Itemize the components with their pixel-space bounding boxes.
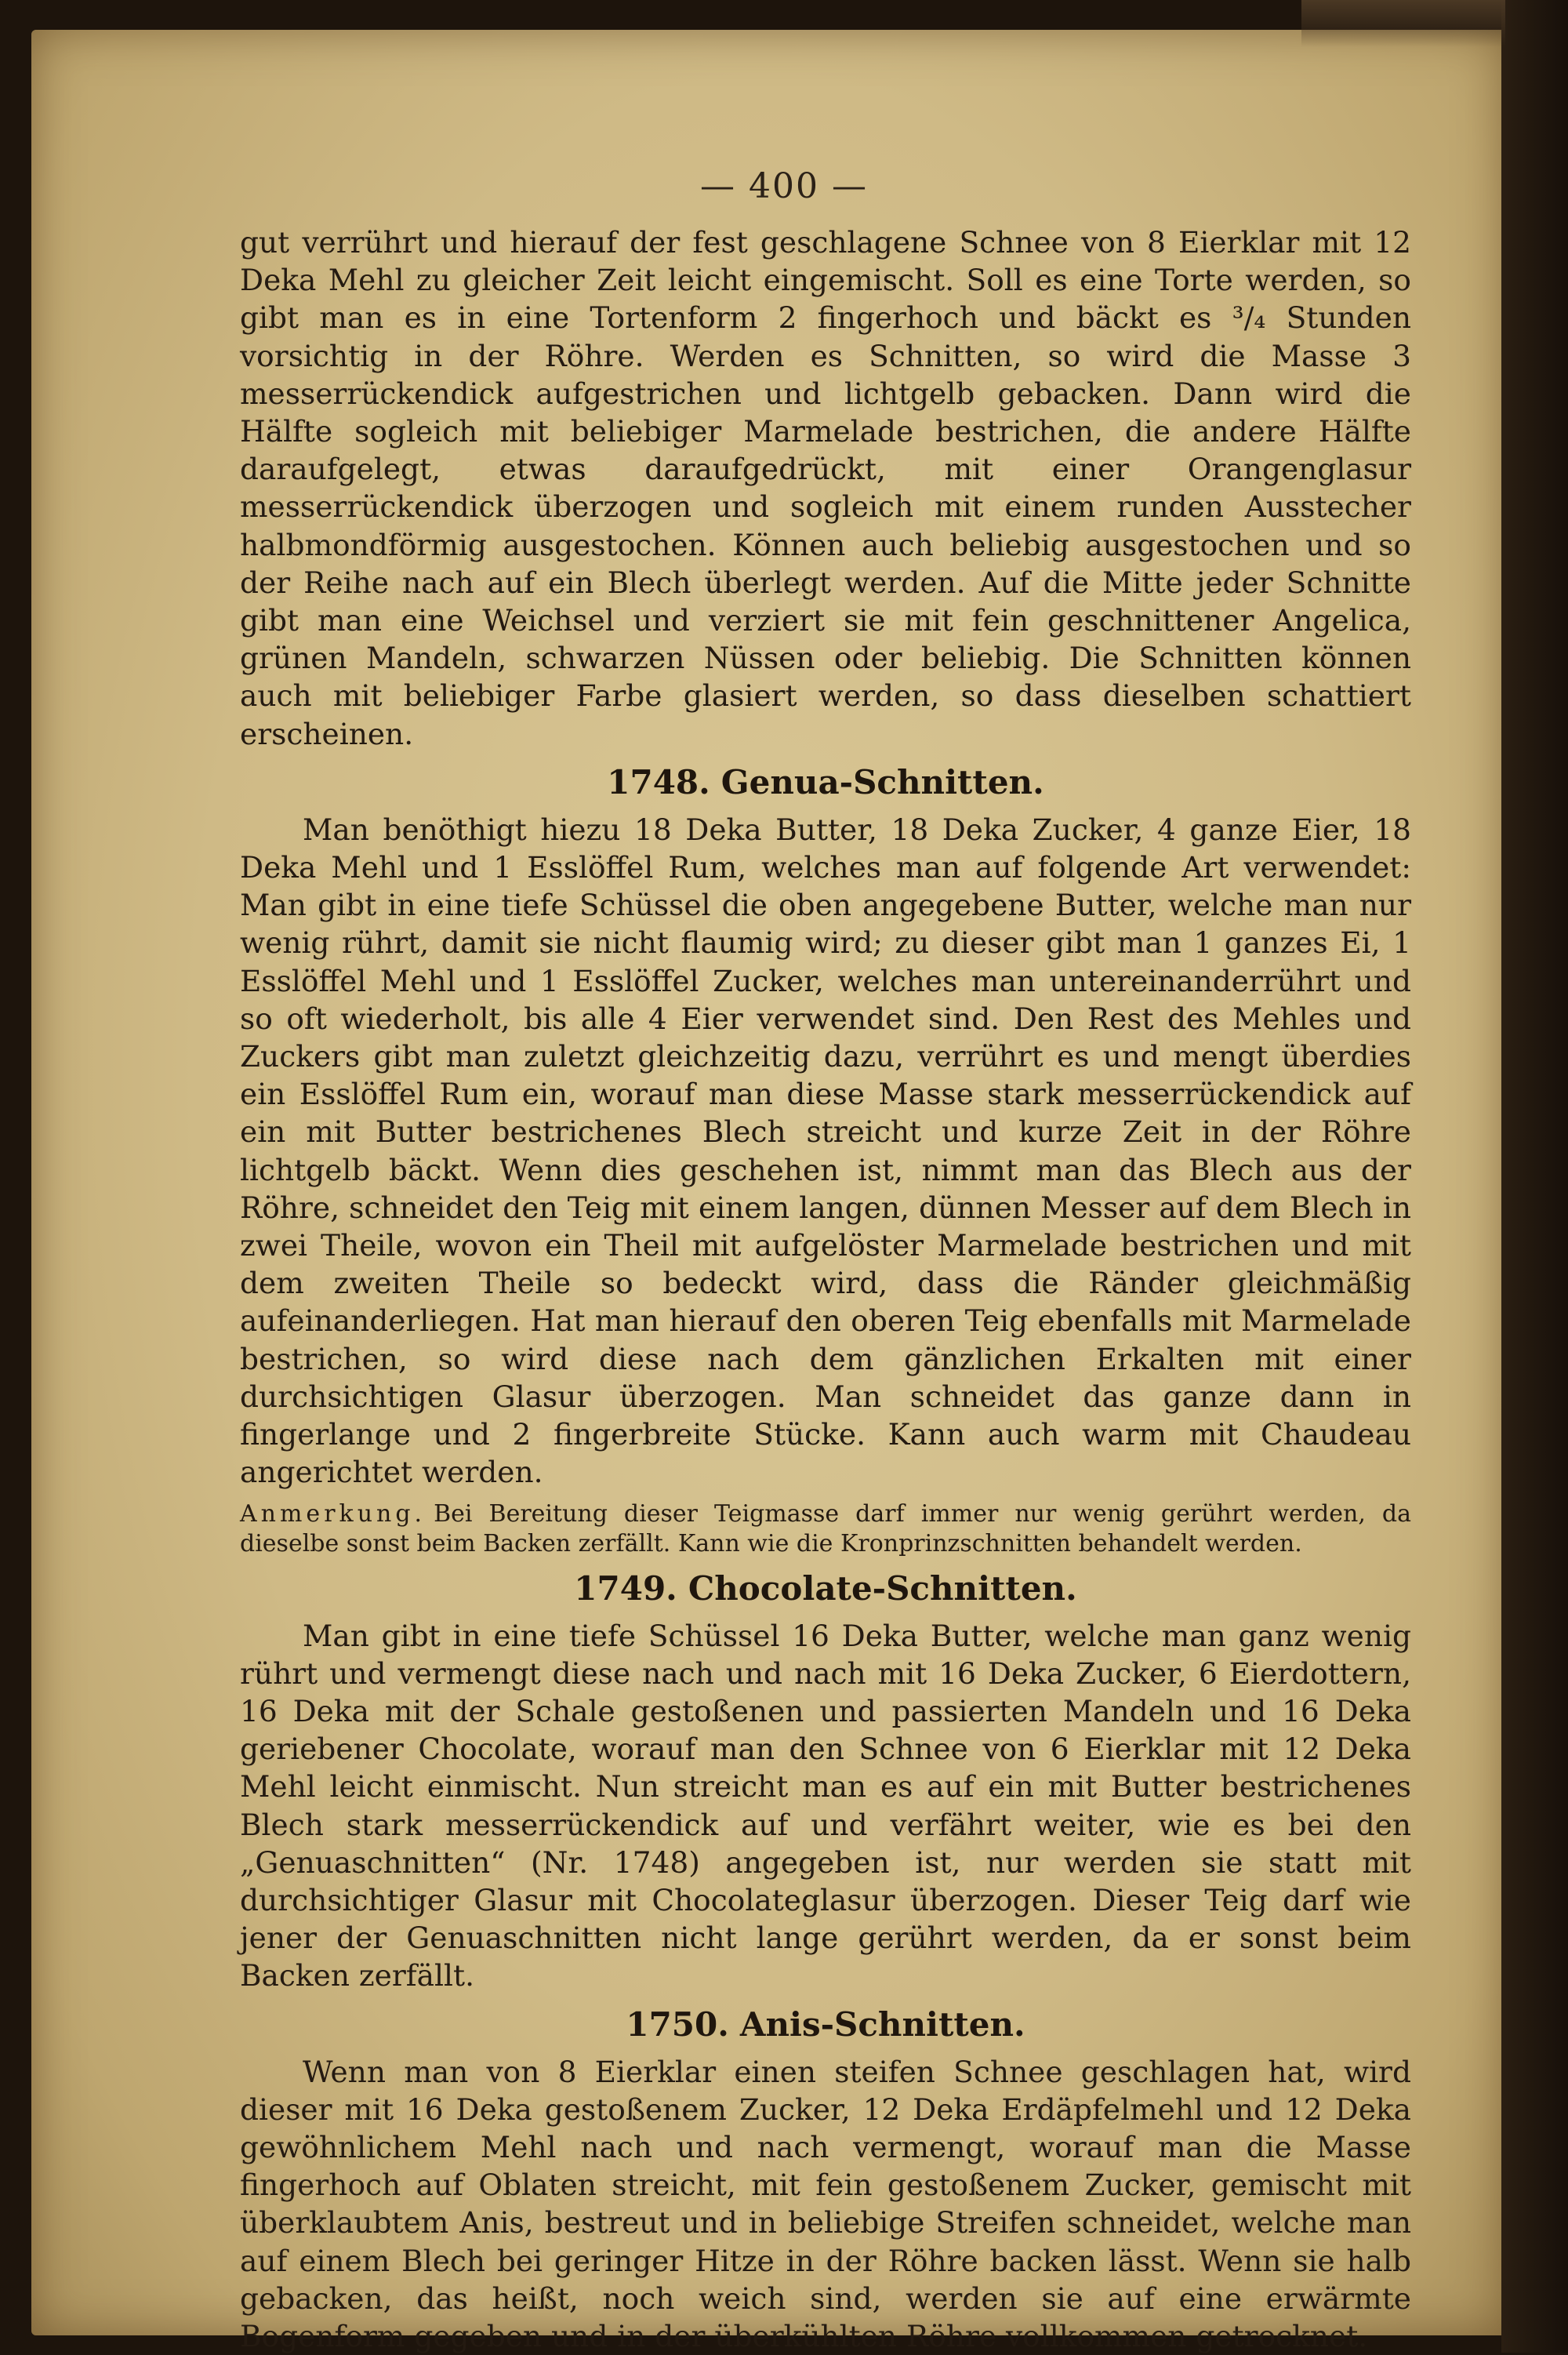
- page-text: [240, 224, 1411, 2355]
- recipe-body-1750: Wenn man von 8 Eierklar einen steifen Schnee geschlagen hat, wird dieser mit 16 Deka gestoßenem Zucker, 12 Deka Erdäpfelmehl und 12 Deka gewöhnlichem Mehl nach und nach vermengt, worauf man die Masse fingerhoch auf Oblaten streicht, mit fein gestoßenem Zucker, gemischt mit überklaubtem Anis, bestreut und in beliebige Streifen schneidet, welche man auf einem Blech bei geringer Hitze in der Röhre backen lässt. Wenn sie halb gebacken, das heißt, noch weich sind, werden sie auf eine erwärmte Bogenform gegeben und in der überkühlten Röhre vollkommen getrocknet.: [240, 2054, 1411, 2353]
- recipe-body-1749: Man gibt in eine tiefe Schüssel 16 Deka Butter, welche man ganz wenig rührt und vermengt diese nach und nach mit 16 Deka Zucker, 6 Eierdottern, 16 Deka mit der Schale gestoßenen und passierten Mandeln und 16 Deka geriebener Chocolate, worauf man den Schnee von 6 Eierklar mit 12 Deka Mehl leicht einmischt. Nun streicht man es auf ein mit Butter bestrichenes Blech stark messerrückendick auf und verfährt weiter, wie es bei den „Genuaschnitten“ (Nr. 1748) angegeben ist, nur werden sie statt mit durchsichtiger Glasur mit Chocolateglasur überzogen. Dieser Teig darf wie jener der Genuaschnitten nicht lange gerührt werden, da er sonst beim Backen zerfällt.: [240, 1618, 1411, 1993]
- scan-edge-shadow: [1301, 0, 1505, 47]
- recipe-title: Genua-Schnitten.: [720, 762, 1044, 801]
- recipe-title: Chocolate-Schnitten.: [688, 1568, 1077, 1608]
- recipe-heading-1749: [240, 1568, 1411, 1609]
- recipe-heading-1750: [240, 2004, 1411, 2045]
- recipe-body-1748: Man benöthigt hiezu 18 Deka Butter, 18 Deka Zucker, 4 ganze Eier, 18 Deka Mehl und 1 Esslöffel Rum, welches man auf folgende Art verwendet: Man gibt in eine tiefe Schüssel die oben angegebene Butter, welche man nur wenig rührt, damit sie nicht flaumig wird; zu dieser gibt man 1 ganzes Ei, 1 Esslöffel Mehl und 1 Esslöffel Zucker, welches man untereinanderrührt und so oft wiederholt, bis alle 4 Eier verwendet sind. Den Rest des Mehles und Zuckers gibt man zuletzt gleichzeitig dazu, verrührt es und mengt überdies ein Esslöffel Rum ein, worauf man diese Masse stark messerrückendick auf ein mit Butter bestrichenes Blech streicht und kurze Zeit in der Röhre lichtgelb bäckt. Wenn dies geschehen ist, nimmt man das Blech aus der Röhre, schneidet den Teig mit einem langen, dünnen Messer auf dem Blech in zwei Theile, wovon ein Theil mit aufgelöster Marmelade bestrichen und mit dem zweiten Theile so bedeckt wird, dass die Ränder gleichmäßig aufeinanderliegen. Hat man hierauf den oberen Teig ebenfalls mit Marmelade bestrichen, so wird diese nach dem gänzlichen Erkalten mit einer durchsichtigen Glasur überzogen. Man schneidet das ganze dann in fingerlange und 2 fingerbreite Stücke. Kann auch warm mit Chaudeau angerichtet werden.: [240, 812, 1411, 1490]
- page-number: — 400 —: [700, 166, 868, 206]
- recipe-note-1748: [240, 1499, 1411, 1559]
- recipe-title: Anis-Schnitten.: [739, 2004, 1025, 2044]
- recipe-number: 1749.: [574, 1568, 677, 1608]
- continued-paragraph: gut verrührt und hierauf der fest geschlagene Schnee von 8 Eierklar mit 12 Deka Mehl zu gleicher Zeit leicht eingemischt. Soll es eine Torte werden, so gibt man es in eine Tortenform 2 fingerhoch und bäckt es ³/₄ Stunden vorsichtig in der Röhre. Werden es Schnitten, so wird die Masse 3 messerrückendick aufgestrichen und lichtgelb gebacken. Dann wird die Hälfte sogleich mit beliebiger Marmelade bestrichen, die andere Hälfte daraufgelegt, etwas daraufgedrückt, mit einer Orangenglasur messerrückendick überzogen und sogleich mit einem runden Ausstecher halbmondförmig ausgestochen. Können auch beliebig ausgestochen und so der Reihe nach auf ein Blech überlegt werden. Auf die Mitte jeder Schnitte gibt man eine Weichsel und verziert sie mit fein geschnittener Angelica, grünen Mandeln, schwarzen Nüssen oder beliebig. Die Schnitten können auch mit beliebiger Farbe glasiert werden, so dass dieselben schattiert erscheinen.: [240, 225, 1411, 751]
- note-label: Anmerkung.: [240, 1499, 426, 1528]
- recipe-number: 1750.: [626, 2004, 729, 2044]
- book-binding-edge: [1501, 0, 1568, 2353]
- note-text: Bei Bereitung dieser Teigmasse darf immer nur wenig gerührt werden, da dieselbe sonst beim Backen zerfällt. Kann wie die Kronprinzschnitten behandelt werden.: [240, 1499, 1411, 1557]
- recipe-heading-1748: [240, 762, 1411, 803]
- recipe-number: 1748.: [607, 762, 710, 801]
